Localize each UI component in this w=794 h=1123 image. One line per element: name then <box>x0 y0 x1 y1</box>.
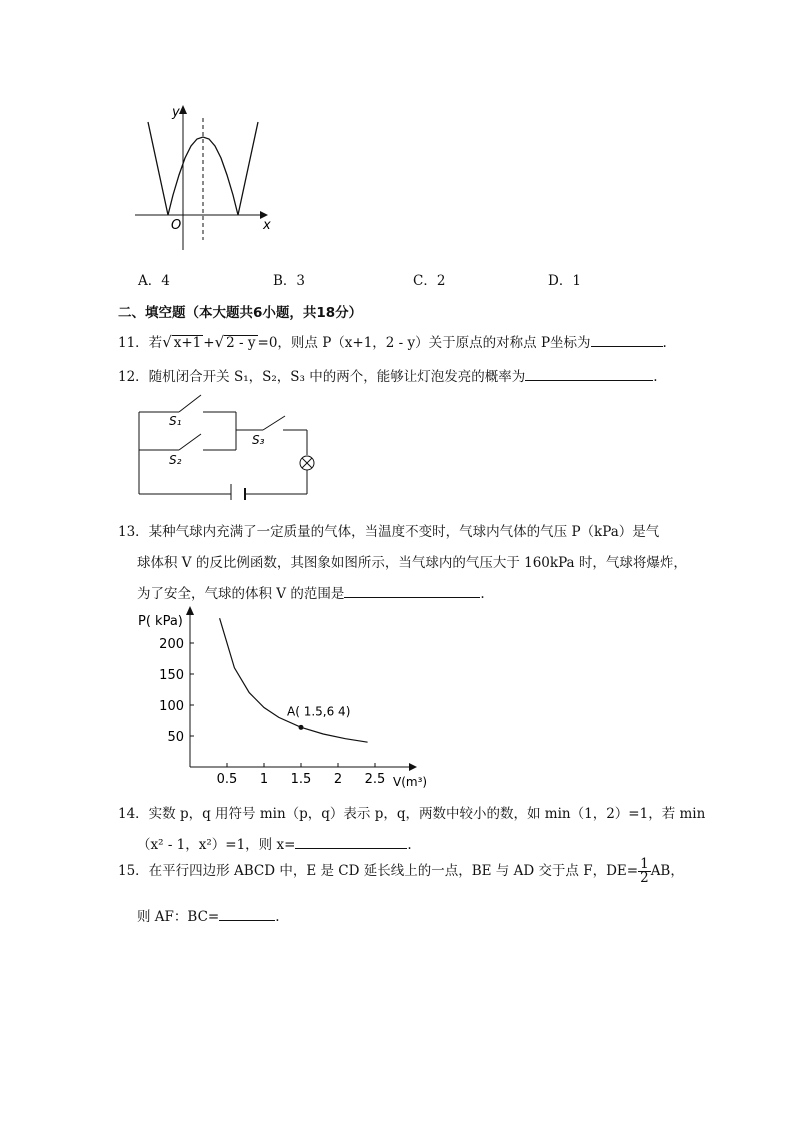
q13-line2: 球体积 V 的反比例函数，其图象如图所示，当气球内的气压大于 160kPa 时，气球将爆炸， <box>137 555 687 571</box>
section-heading: 二、填空题（本大题共6小题，共18分） <box>118 305 363 321</box>
chart-x-tick-label: 1 <box>259 772 269 787</box>
chart-y-tick-label: 150 <box>159 668 184 683</box>
q13-line1: 13．某种气球内充满了一定质量的气体，当温度不变时，气球内气体的气压 P（kPa）是气 <box>118 524 660 540</box>
q10-option-d: D．1 <box>548 273 581 289</box>
q13-chart <box>130 603 430 793</box>
q11: 11．若√ x+1 +√ 2 - y =0，则点 P（x+1，2 - y）关于原点的对称点 P坐标为 . <box>118 333 667 351</box>
q10-option-b: B．3 <box>273 273 306 289</box>
q15-answer-blank <box>219 907 275 921</box>
q11-radical-1: x+1 <box>173 335 202 351</box>
chart-y-arrow <box>186 606 194 615</box>
q10-graph <box>135 100 280 255</box>
q10-option-a: A．4 <box>138 273 170 289</box>
q12-circuit <box>135 390 315 500</box>
chart-x-tick-label: 2.5 <box>364 772 386 787</box>
q10-y-arrow <box>179 105 187 114</box>
q11-answer-blank <box>591 333 663 347</box>
q10-origin-label: O <box>171 218 182 233</box>
q12-answer-blank <box>525 367 653 381</box>
q13-line3: 为了安全，气球的体积 V 的范围是 . <box>137 586 485 602</box>
chart-point-label: A( 1.5,6 4) <box>287 704 351 719</box>
s1-label: S₁ <box>169 414 182 428</box>
chart-x-tick-label: 0.5 <box>216 772 238 787</box>
q15-line2: 则 AF：BC= . <box>137 909 280 925</box>
q14-line2: （x² - 1，x²）=1，则 x= . <box>137 837 412 853</box>
chart-x-label: V(m³) <box>393 775 428 789</box>
q14-line1: 14．实数 p，q 用符号 min（p，q）表示 p，q，两数中较小的数，如 min（1，2）=1，若 min <box>118 806 706 822</box>
q11-radical-2: 2 - y <box>226 335 256 351</box>
q13-answer-blank <box>344 584 480 598</box>
chart-y-tick-label: 100 <box>159 699 184 714</box>
chart-point-a <box>299 725 304 730</box>
chart-y-tick-label: 50 <box>167 730 184 745</box>
fraction-one-half: $\frac{1}{2}$ <box>640 856 649 886</box>
q15-line1: 15．在平行四边形 ABCD 中，E 是 CD 延长线上的一点，BE 与 AD 交于点 F，DE= $\frac{1}{2}$ AB， <box>118 856 684 886</box>
q12: 12．随机闭合开关 S₁，S₂，S₃ 中的两个，能够让灯泡发亮的概率为 . <box>118 369 658 385</box>
chart-curve <box>220 618 368 742</box>
q14-answer-blank <box>295 835 407 849</box>
chart-x-tick-label: 2 <box>333 772 343 787</box>
chart-x-arrow <box>409 763 417 771</box>
chart-y-label: P( kPa) <box>138 614 183 629</box>
q10-y-label: y <box>172 105 180 120</box>
s2-label: S₂ <box>169 453 182 467</box>
q10-option-c: C．2 <box>413 273 446 289</box>
s3-label: S₃ <box>252 433 265 447</box>
q10-x-label: x <box>263 218 271 233</box>
chart-y-tick-label: 200 <box>159 637 184 652</box>
chart-x-tick-label: 1.5 <box>290 772 312 787</box>
